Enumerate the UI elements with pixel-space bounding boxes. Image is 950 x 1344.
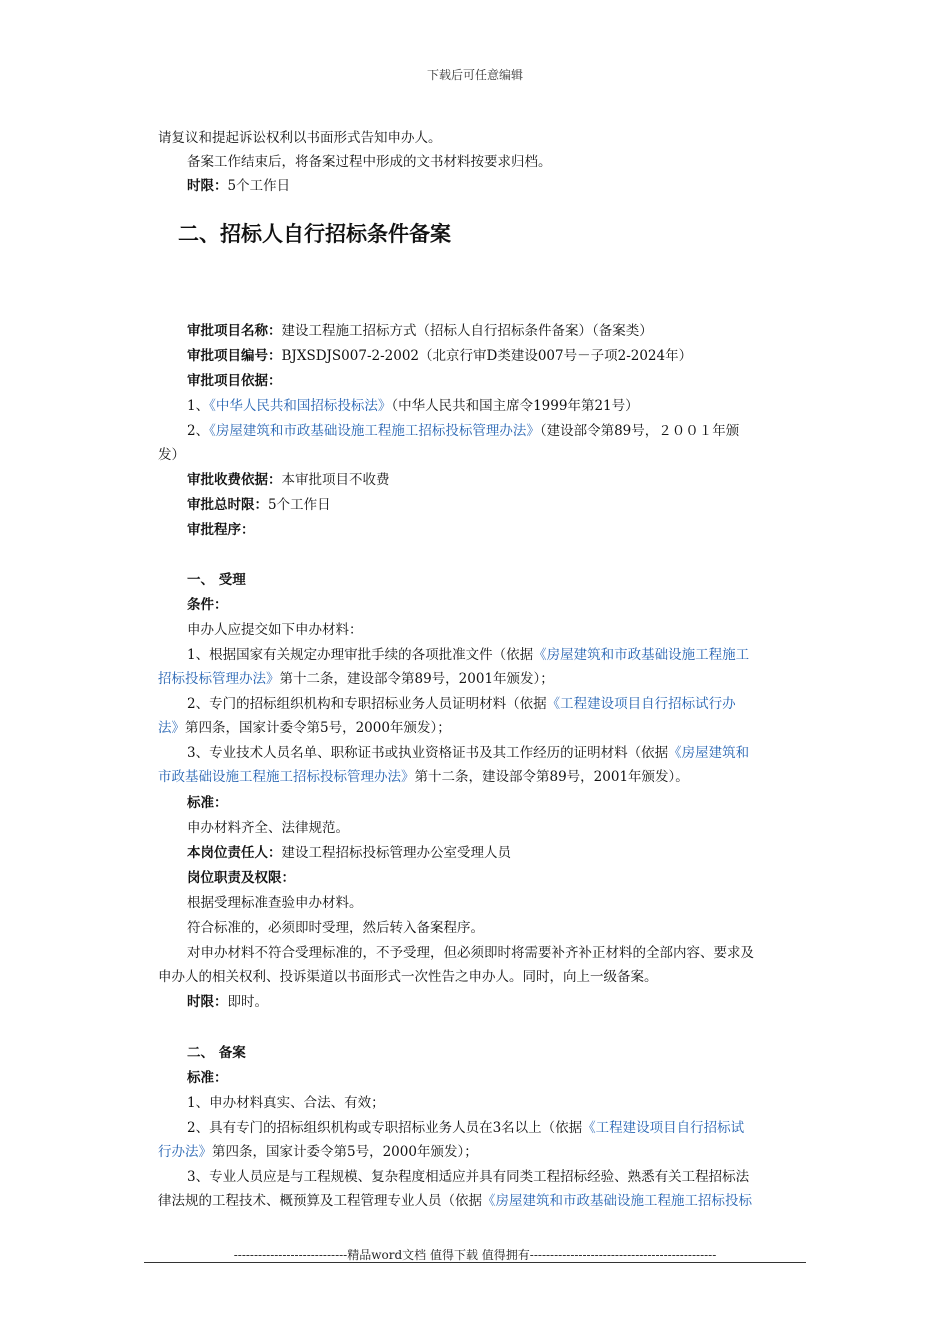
step1-duty-2: 符合标准的，必须即时受理，然后转入备案程序。 — [187, 920, 484, 936]
step2-item-2-cont: 行办法》第四条，国家计委令第5号，2000年颁发）； — [158, 1144, 478, 1160]
step1-responsible: 本岗位责任人：建设工程招标投标管理办公室受理人员 — [187, 845, 511, 861]
step2-item-3-cont: 律法规的工程技术、概预算及工程管理专业人员（依据《房屋建筑和市政基础设施工程施工招标投标 — [158, 1193, 752, 1209]
time-value: 5个工作日 — [227, 178, 291, 194]
intro-line-2: 备案工作结束后，将备案过程中形成的文书材料按要求归档。 — [187, 154, 552, 170]
law-link[interactable]: 《中华人民共和国招标投标法》 — [209, 398, 392, 414]
basis-item-1: 1、《中华人民共和国招标投标法》（中华人民共和国主席令1999年第21号） — [187, 398, 639, 414]
step1-item-2-cont: 法》第四条，国家计委令第5号，2000年颁发）； — [158, 720, 451, 736]
basis-item-2: 2、《房屋建筑和市政基础设施工程施工招标投标管理办法》（建设部令第89号，２００１年颁 — [187, 423, 740, 439]
trial-measures-link[interactable]: 行办法》 — [158, 1144, 212, 1160]
procedure-label: 审批程序： — [187, 522, 255, 538]
step1-item-2: 2、专门的招标组织机构和专职招标业务人员证明材料（依据《工程建设项目自行招标试行办 — [187, 696, 736, 712]
step1-duty-label: 岗位职责及权限： — [187, 870, 295, 886]
regulation-link[interactable]: 《房屋建筑和市政基础设施工程施工 — [533, 647, 750, 663]
step2-standard-label: 标准： — [187, 1070, 228, 1086]
step2-item-3: 3、专业人员应是与工程规模、复杂程度相适应并具有同类工程招标经验、熟悉有关工程招标法 — [187, 1169, 750, 1185]
section-title: 二、招标人自行招标条件备案 — [178, 222, 451, 246]
step1-duty-3: 对申办材料不符合受理标准的，不予受理，但必须即时将需要补齐补正材料的全部内容、要求及 — [187, 945, 754, 961]
approval-code — [187, 347, 797, 365]
step1-item-3-cont: 市政基础设施工程施工招标投标管理办法》第十二条，建设部令第89号，2001年颁发）。 — [158, 769, 689, 785]
step1-time: 时限：即时。 — [187, 994, 268, 1010]
step2-item-1: 1、申办材料真实、合法、有效； — [187, 1095, 385, 1111]
approval-code-label: 审批项目编号： — [187, 348, 282, 364]
total-time: 审批总时限：5个工作日 — [187, 497, 331, 513]
intro-time — [187, 177, 797, 195]
step1-condition-intro: 申办人应提交如下申办材料： — [187, 622, 363, 638]
step1-condition-label: 条件： — [187, 597, 228, 613]
basis-item-2-cont: 发） — [158, 447, 185, 463]
regulation-link[interactable]: 《房屋建筑和市政基础设施工程施工招标投标管理办法》 — [209, 423, 540, 439]
approval-name-value: 建设工程施工招标方式（招标人自行招标条件备案）（备案类） — [281, 323, 653, 339]
trial-measures-link[interactable]: 《工程建设项目自行招标试 — [582, 1120, 745, 1136]
regulation-link[interactable]: 《房屋建筑和市政基础设施工程施工招标投标 — [482, 1193, 752, 1209]
fee-basis: 审批收费依据：本审批项目不收费 — [187, 472, 390, 488]
step2-title: 二、 备案 — [187, 1045, 246, 1061]
step1-item-3: 3、专业技术人员名单、职称证书或执业资格证书及其工作经历的证明材料（依据《房屋建筑和 — [187, 745, 750, 761]
step1-standard-value: 申办材料齐全、法律规范。 — [187, 820, 349, 836]
approval-name-label: 审批项目名称： — [187, 323, 282, 339]
intro-line-1: 请复议和提起诉讼权利以书面形式告知申办人。 — [158, 130, 442, 146]
regulation-link[interactable]: 市政基础设施工程施工招标投标管理办法》 — [158, 769, 415, 785]
footer-divider — [144, 1262, 806, 1263]
page-header: 下载后可任意编辑 — [426, 68, 523, 82]
page-footer: ----------------------------精品word文档 值得下载 值得拥有---------------------------------------------- — [233, 1248, 717, 1262]
approval-basis-label: 审批项目依据： — [187, 373, 282, 389]
approval-name — [187, 322, 797, 340]
approval-code-value: BJXSDJS007-2-2002（北京行审D类建设007号－子项2-2024年） — [281, 348, 693, 364]
step1-title: 一、 受理 — [187, 572, 246, 588]
trial-measures-link[interactable]: 《工程建设项目自行招标试行办 — [546, 696, 736, 712]
step1-duty-3-cont: 申办人的相关权利、投诉渠道以书面形式一次性告之申办人。同时，向上一级备案。 — [158, 969, 658, 985]
trial-measures-link[interactable]: 法》 — [158, 720, 185, 736]
step1-duty-1: 根据受理标准查验申办材料。 — [187, 895, 363, 911]
step1-standard-label: 标准： — [187, 795, 228, 811]
step1-item-1-cont: 招标投标管理办法》第十二条，建设部令第89号，2001年颁发）； — [158, 671, 554, 687]
time-label: 时限： — [187, 178, 228, 194]
regulation-link[interactable]: 招标投标管理办法》 — [158, 671, 280, 687]
regulation-link[interactable]: 《房屋建筑和 — [668, 745, 750, 761]
step1-item-1: 1、根据国家有关规定办理审批手续的各项批准文件（依据《房屋建筑和市政基础设施工程施工 — [187, 647, 750, 663]
step2-item-2: 2、具有专门的招标组织机构或专职招标业务人员在3名以上（依据《工程建设项目自行招标试 — [187, 1120, 745, 1136]
